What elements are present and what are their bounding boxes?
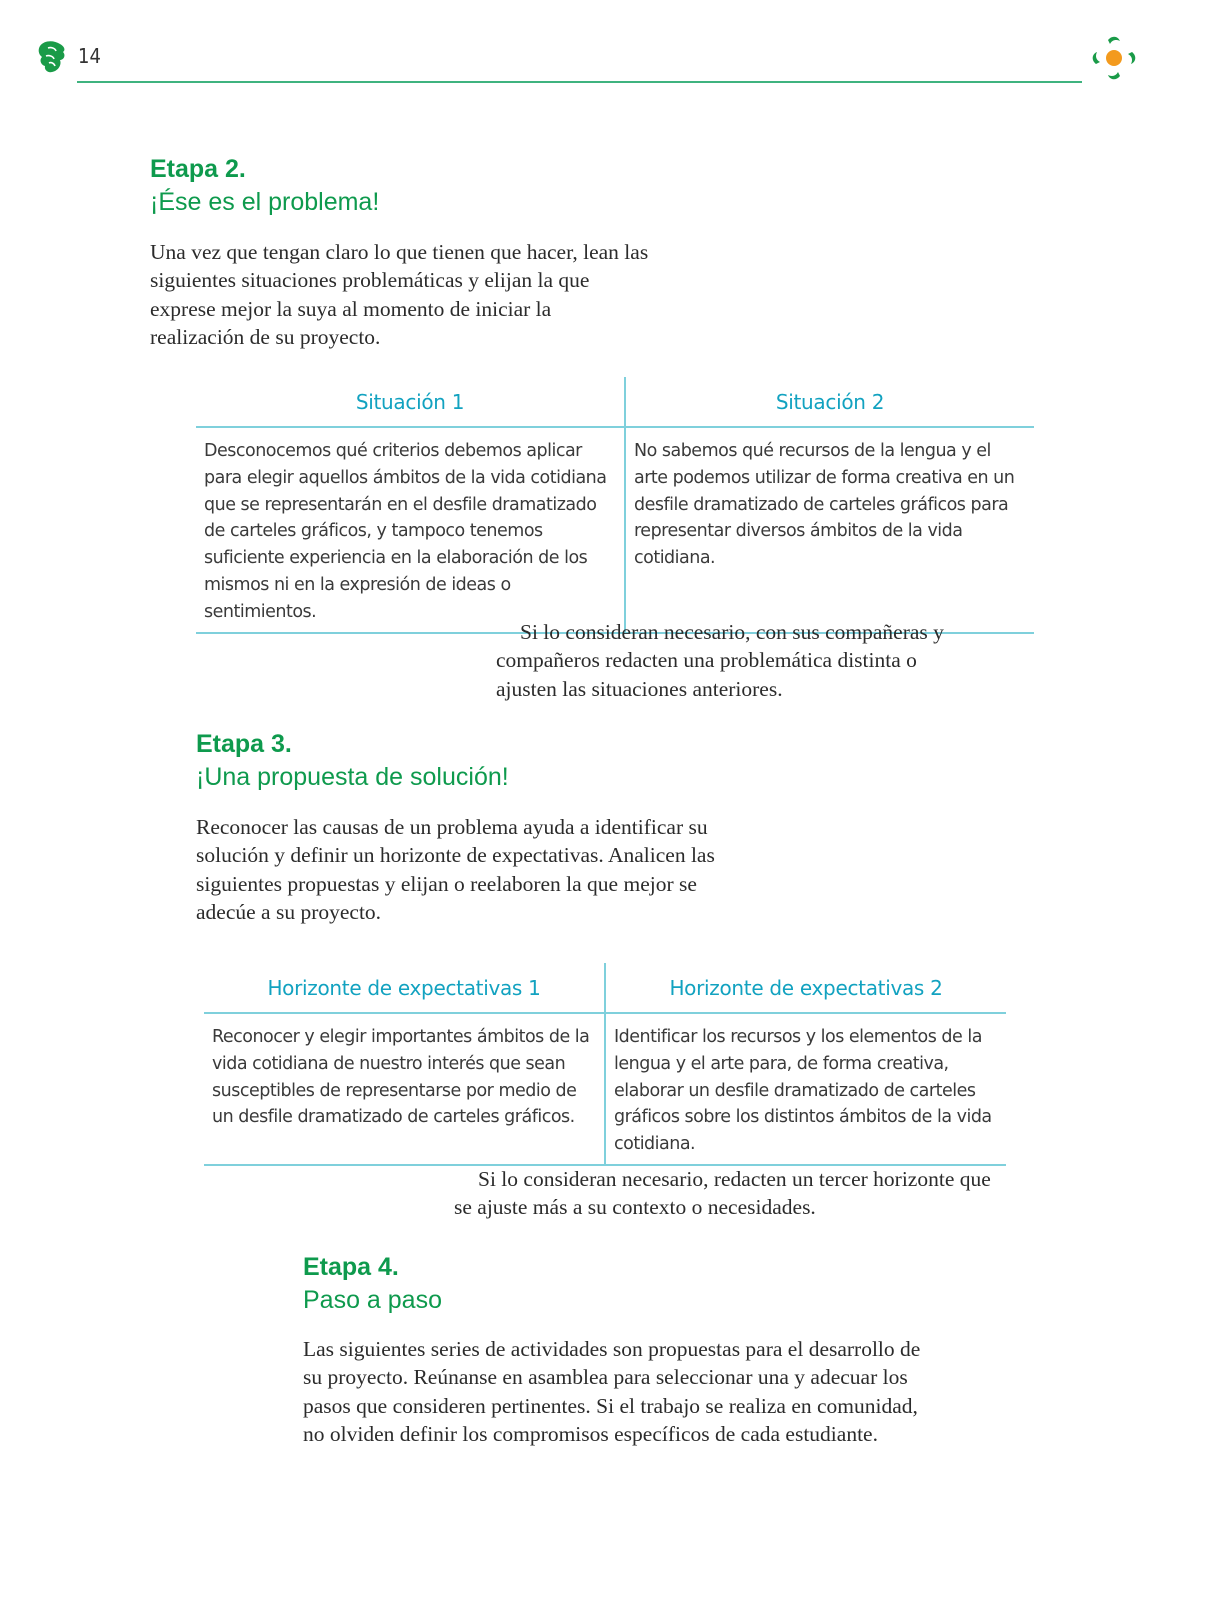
etapa3-subtitle: ¡Una propuesta de solución! <box>196 763 509 791</box>
page-number: 14 <box>78 44 101 68</box>
etapa2-subtitle: ¡Ése es el problema! <box>150 188 380 216</box>
etapa4-intro: Las siguientes series de actividades son propuestas para el desarrollo de su proyecto. Reúnanse en asamblea para seleccionar una y adecuar los pasos que consideren pertinentes. Si el trabajo se realiza en comunidad, no olviden definir los compromisos específicos de cada estudiante. <box>303 1337 921 1447</box>
etapa4-subtitle: Paso a paso <box>303 1286 442 1314</box>
table-header-horizonte-2: Horizonte de expectativas 2 <box>605 963 1006 1013</box>
table-row <box>196 427 1034 633</box>
table-cell-situacion-2: No sabemos qué recursos de la lengua y el arte podemos utilizar de forma creativa en un desfile dramatizado de carteles gráficos para representar diversos ámbitos de la vida cotidiana. <box>625 427 1034 633</box>
table-header-horizonte-1: Horizonte de expectativas 1 <box>204 963 605 1013</box>
etapa2-intro: Una vez que tengan claro lo que tienen que hacer, lean las siguientes situaciones problemáticas y elijan la que exprese mejor la suya al momento de iniciar la realización de su proyecto. <box>150 240 649 350</box>
etapa2-title: Etapa 2. <box>150 155 246 183</box>
situaciones-table <box>196 377 1034 634</box>
etapa2-note: Si lo consideran necesario, con sus compañeras y compañeros redacten una problemática distinta o ajusten las situaciones anteriores. <box>496 620 944 701</box>
table-cell-situacion-1: Desconocemos qué criterios debemos aplicar para elegir aquellos ámbitos de la vida cotidiana que se representarán en el desfile dramatizado de carteles gráficos, y tampoco tenemos suficiente experiencia en la elaboración de los mismos ni en la expresión de ideas o sentimientos. <box>204 441 607 622</box>
green-figure-logo-icon <box>36 38 68 76</box>
etapa3-title: Etapa 3. <box>196 730 292 758</box>
etapa3-intro: Reconocer las causas de un problema ayuda a identificar su solución y definir un horizonte de expectativas. Analicen las siguientes propuestas y elijan o reelaboren la que mejor se adecúe a su proyecto. <box>196 815 715 925</box>
table-header-situacion-2: Situación 2 <box>625 377 1034 427</box>
table-cell-horizonte-2: Identificar los recursos y los elementos de la lengua y el arte para, de forma creativa, elaborar un desfile dramatizado de carteles gráficos sobre los distintos ámbitos de la vida cotidiana. <box>605 1013 1006 1165</box>
table-row <box>204 1013 1006 1165</box>
horizontes-table <box>204 963 1006 1166</box>
etapa4-title: Etapa 4. <box>303 1253 399 1281</box>
flower-ornament-icon <box>1088 32 1140 84</box>
header-rule <box>77 81 1082 83</box>
table-cell-horizonte-1: Reconocer y elegir importantes ámbitos de la vida cotidiana de nuestro interés que sean susceptibles de representarse por medio de un desfile dramatizado de carteles gráficos. <box>212 1027 590 1128</box>
table-header-situacion-1: Situación 1 <box>196 377 625 427</box>
etapa3-note: Si lo consideran necesario, redacten un tercer horizonte que se ajuste más a su contexto o necesidades. <box>454 1167 991 1220</box>
